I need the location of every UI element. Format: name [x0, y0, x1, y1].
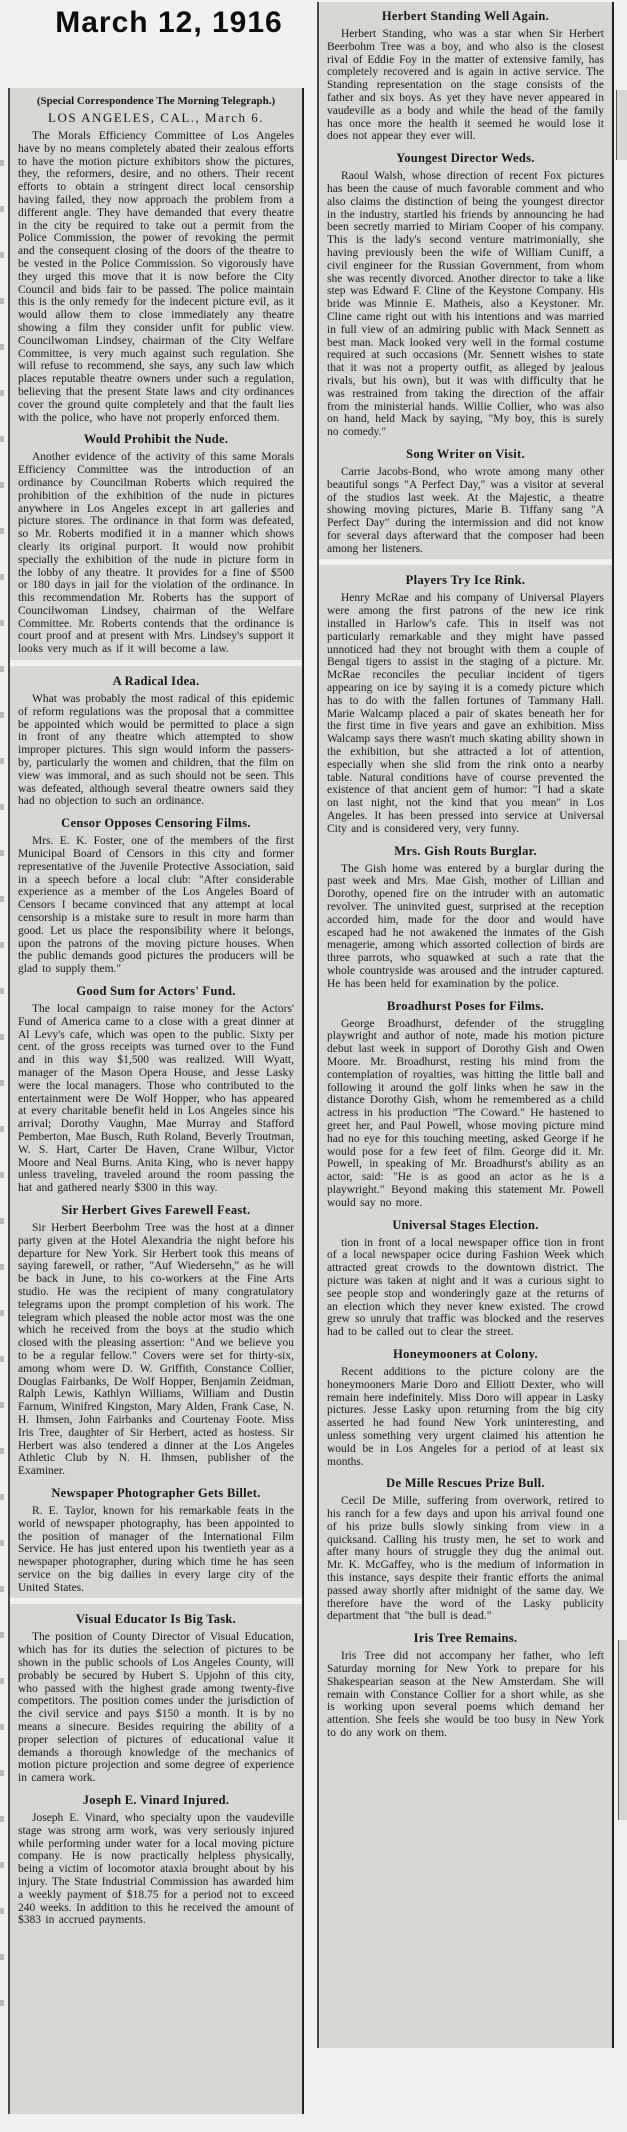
section-heading: De Mille Rescues Prize Bull. [386, 1476, 545, 1491]
article-paragraph: The local campaign to raise money for the Actors' Fund of America came to a close with a great dinner at Al Levy's cafe, which was open to the public. Sixty per cent. of the gross receipts was turned over to the Fund and in this way $1,500 was realized. Will Wyatt, manager of the Mason Opera House, and Jesse Lasky were the local managers. Those who contributed to the entertainment were De Wolf Hopper, who has appeared at every charitable benefit held in Los Angeles since his arrival; Dorothy Vaughn, Mae Murray and Stafford Pemberton, Mae Busch, Ruth Roland, Beverly Troutman, W. S. Hart, Carter De Haven, Crane Wilbur, Victor Moore and Neal Burns. Anita King, who is never happy unless traveling, traveled around the room passing the hat and gathered nearly $300 in this way. [18, 1003, 294, 1195]
clipping-seam [319, 559, 612, 565]
clipping-seam [10, 660, 302, 666]
article-paragraph: Carrie Jacobs-Bond, who wrote among many other beautiful songs "A Perfect Day," was a visitor at several of the studios last week. At the Majestic, a theatre showing moving pictures, Marie B. Tiffany sang "A Perfect Day" during the intermission and did not know for several days afterward that the composer had been among her listeners. [327, 465, 604, 555]
article-paragraph: What was probably the most radical of this epidemic of reform regulations was the proposal that a committee be appointed which would be permitted to place a sign in front of any theatre which attempted to show improper pictures. This sign would inform the passers-by, particularly the women and children, that the film on view was immoral, and as such should not be seen. This was defeated, although several theatre owners said they had no objection to such an ordinance. [18, 693, 294, 808]
article-paragraph: Another evidence of the activity of this same Morals Efficiency Committee was the introduction of an ordinance by Councilman Roberts which required the prohibition of the exhibition of the nude in pictures anywhere in Los Angeles except in art galleries and picture stores. The ordinance in that form was defeated, so Mr. Roberts modified it in a manner which shows clearly its original purport. It would now prohibit specially the exhibition of the nude in picture form in the lobby of any theatre. It provides for a fine of $500 or 180 days in jail for the violation of the ordinance. In this recommendation Mr. Roberts has the support of Councilwoman Lindsey, chairman of the Welfare Committee. Mr. Roberts contends that the ordinance is court proof and at present with Mrs. Lindsey's support it looks very much as if it will become a law. [18, 451, 294, 656]
article-paragraph: The Morals Efficiency Committee of Los Angeles have by no means completely abated their zealous efforts to have the motion picture exhibitors show the pictures, they, the reformers, desire, and no others. Their recent efforts to obtain a stringent direct local censorship having failed, they now approach the problem from a different angle. They have demanded that every theatre in the city be required to take out a permit from the Police Commission, the power of revoking the permit and the consequent closing of the doors of the theatre to be vested in the Police Commission. So vigorously have they urged this move that it is now before the City Council and bids fair to be passed. The police maintain this is the only remedy for the indecent picture evil, as it would allow them to close immediately any theatre showing a film they consider unfit for public view. Councilwoman Lindsey, chairman of the City Welfare Committee, is very much against such regulation. She will refuse to recommend, she says, any such law which places reputable theatre owners under such a regulation, believing that the present State laws and city ordinances cover the ground quite completely and that the fault lies with the police, who have not properly enforced them. [18, 130, 294, 424]
dateline: LOS ANGELES, CAL., March 6. [48, 110, 264, 125]
section-heading: Youngest Director Weds. [396, 151, 535, 166]
section-heading: Broadhurst Poses for Films. [387, 998, 544, 1013]
section-heading: Censor Opposes Censoring Films. [61, 816, 251, 831]
article-paragraph: Cecil De Mille, suffering from overwork, retired to his ranch for a few days and upon his arrival found one of his prize bulls slowly sinking from view in a quicksand. Calling his trusty men, he set to work and after many hours of struggle they dug the animal out. Mr. K. McGaffey, who is the medium of information in this instance, says despite their frantic efforts the animal passed away shortly after midnight of the same day. We therefore have the word of the Lasky publicity department that "the bull is dead." [327, 1495, 604, 1623]
article-paragraph: Mrs. E. K. Foster, one of the members of the first Municipal Board of Censors in this city and former representative of the Juvenile Protective Association, said in a speech before a local club: "After considerable experience as a member of the Los Angeles Board of Censors I became convinced that any attempt at local censorship is a mistake sure to result in more harm than good. Let us place the responsibility where it belongs, upon the patrons of the moving picture houses. When the public demands good pictures the producers will be glad to supply them." [18, 835, 294, 976]
section-heading: Sir Herbert Gives Farewell Feast. [61, 1202, 251, 1217]
article-paragraph: R. E. Taylor, known for his remarkable feats in the world of newspaper photography, has been appointed to the position of manager of the International Film Service. He has just entered upon his twentieth year as a newspaper photographer, during which time he has seen service on the big dailies in every large city of the United States. [18, 1504, 294, 1594]
article-paragraph: The Gish home was entered by a burglar during the past week and Mrs. Mae Gish, mother of Lillian and Dorothy, opened fire on the intruder with an automatic revolver. The uninvited guest, surprised at the reception accorded him, made for the door and would have escaped had he not awakened the inmates of the Gish menagerie, among which assorted collection of birds are three parrots, who squawked at such a rate that the whole countryside was aroused and the intruder captured. He has been held for examination by the police. [327, 862, 604, 990]
page-date-title: March 12, 1916 [55, 6, 283, 39]
section-heading: Visual Educator Is Big Task. [75, 1612, 237, 1627]
right-newspaper-column [317, 2, 614, 2048]
article-paragraph: Herbert Standing, who was a star when Sir Herbert Beerbohm Tree was a boy, and who also is the closest rival of Eddie Foy in the matter of extensive family, has completely recovered and is again in active service. The Standing representation on the stage consists of the father and six boys. As yet they have never appeared in vaudeville as a body and while the head of the family has once more the health it seemed he would lose it does not appear they ever will. [327, 28, 604, 143]
article-paragraph: Sir Herbert Beerbohm Tree was the host at a dinner party given at the Hotel Alexandria the night before his departure for New York. Sir Herbert took this means of saying farewell, or rather, "Auf Wiedersehn," as he will be back in June, to his co-workers at the Fine Arts studio. He was the recipient of many congratulatory telegrams upon the prompt completion of his work. The telegram which pleased the noble actor most was the one which he received from the boys at the studio which closed with the pleasing assertion: "And we believe you to be a regular fellow." Covers were set for thirty-six, among whom were D. W. Griffith, Constance Collier, Douglas Fairbanks, De Wolf Hopper, Benjamin Zeidman, Ralph Lewis, Kathlyn Williams, William and Dustin Farnum, Winifred Kingston, Mary Alden, Frank Case, N. H. Ihmsen, John Fairbanks and Courtenay Foote. Miss Iris Tree, daughter of Sir Herbert, acted as hostess. Sir Herbert was also tendered a dinner at the Los Angeles Athletic Club by N. H. Ihmsen, publisher of the Examiner. [18, 1221, 294, 1478]
section-heading: A Radical Idea. [112, 674, 200, 689]
section-heading: Honeymooners at Colony. [393, 1346, 538, 1361]
section-heading: Newspaper Photographer Gets Billet. [51, 1485, 261, 1500]
article-paragraph: tion in front of a local newspaper office tion in front of a local newspaper ocice during Fashion Week which attracted great crowds to the downtown district. The picture was taken at night and it was a curious sight to see people stop and wonderingly gaze at the returns of an election which they never knew existed. The crowd grew so unruly that traffic was blocked and the reserves had to be called out to clear the street. [327, 1236, 604, 1339]
right-column-sections [327, 9, 604, 1740]
scan-edge-artifact [0, 120, 4, 2020]
scan-artifact-strip [616, 90, 627, 160]
section-heading: Good Sum for Actors' Fund. [76, 984, 236, 999]
section-heading: Herbert Standing Well Again. [381, 9, 550, 23]
article-paragraph: Iris Tree did not accompany her father, who left Saturday morning for New York to prepare for his Shakespearian season at the New Amsterdam. She will remain with Constance Collier for a short while, as she is working upon several poems which demand her attention. She feels she would be too busy in New York to do any work on them. [327, 1650, 604, 1740]
section-heading: Iris Tree Remains. [413, 1631, 518, 1646]
article-paragraph: The position of County Director of Visual Education, which has for its duties the selection of pictures to be shown in the public schools of Los Angeles County, will probably be secured by Hubert S. Upjohn of this city, who passed with the highest grade among twenty-five competitors. The position comes under the jurisdiction of the civil service and pays $150 a month. It is by no means a sinecure. Besides requiring the ability of a proper selection of pictures of educational value it demands a thorough knowledge of the mechanics of motion picture projection and some degree of experience in camera work. [18, 1631, 294, 1785]
article-paragraph: Henry McRae and his company of Universal Players were among the first patrons of the new ice rink installed in Harlow's cafe. This in itself was not particularly remarkable and they might have passed unnoticed had they not brought with them a couple of Bengal tigers to assist in the staging of a picture. Mr. McRae reconciles the peculiar incident of tigers appearing on ice by saying it is a comedy picture which has to do with the fallen fortunes of Tammany Hall. Marie Walcamp placed a pair of skates beneath her for the first time in five years and gave an exhibition. Miss Walcamp says there wasn't much skating ability shown in the exhibition, but she attracted a lot of attention, especially when she slid from the rink onto a nearby table. Natural conditions have of course prevented the existence of that ancient gem of humor: "I had a skate on last night, not the kind that you mean" in Los Angeles. It has been pressed into service at Universal City and is considered very, very funny. [327, 592, 604, 835]
section-heading: Universal Stages Election. [392, 1217, 539, 1232]
article-paragraph: George Broadhurst, defender of the struggling playwright and author of note, made his motion picture debut last week in support of Dorothy Gish and Owen Moore. Mr. Broadhurst, resting his mind from the contemplation of royalties, was hitting the little ball and following it around the golf links when he saw in the distance Dorothy Gish, whom he remembered as a child actress in his production "The Coward." He hastened to greet her, and Paul Powell, whose moving picture mind had no eye for this touching meeting, asked George if he would pose for a few feet of film. George did it. Mr. Powell, in speaking of Mr. Broadhurst's ability as an actor, said: "He is as good an actor as he is a playwright." Beyond making this statement Mr. Powell would say no more. [327, 1017, 604, 1209]
section-heading: Players Try Ice Rink. [405, 573, 526, 588]
section-heading: Joseph E. Vinard Injured. [82, 1793, 230, 1808]
scan-artifact-strip [618, 1640, 627, 1820]
section-heading: Mrs. Gish Routs Burglar. [394, 843, 537, 858]
section-heading: Song Writer on Visit. [406, 446, 525, 461]
article-paragraph: Recent additions to the picture colony are the honeymooners Marie Doro and Elliott Dexter, who will remain here indefinitely. Miss Doro will appear in Lasky pictures. Jesse Lasky upon returning from the big city asserted he had found New York uninteresting, and unless something very urgent claimed his attention he would be in Los Angeles for a period of at least six months. [327, 1365, 604, 1468]
clipping-seam [10, 1598, 302, 1604]
credit-line: (Special Correspondence The Morning Telegraph.) [36, 95, 276, 107]
section-heading: Would Prohibit the Nude. [83, 432, 229, 447]
article-paragraph: Joseph E. Vinard, who specialty upon the vaudeville stage was strong arm work, was very seriously injured while performing under water for a local moving picture company. He is now practically helpless physically, being a victim of locomotor ataxia brought about by his injury. The State Industrial Commission has awarded him a weekly payment of $18.75 for a period not to exceed 240 weeks. In addition to this he received the amount of $383 in accrued payments. [18, 1812, 294, 1927]
left-column-sections [18, 130, 294, 1927]
left-newspaper-column [8, 88, 304, 2114]
article-paragraph: Raoul Walsh, whose direction of recent Fox pictures has been the cause of much favorable comment and who also claims the distinction of being the youngest director in the industry, startled his friends by announcing he had been secretly married to Miriam Cooper of his company. This is the lady's second venture matrimonially, she having previously been the wife of William Cuniff, a civil engineer for the Russian Government, from whom she was recently divorced. Another director to take a like step was Edward F. Cline of the Keystone Company. His bride was Minnie E. Matheis, also a Keystoner. Mr. Cline came right out with his intentions and was married in full view of an admiring public with Mack Sennett as best man. Mack looked very well in the formal costume required at such occasions (Mr. Sennett wishes to state that it was not a property outfit, as alleged by jealous rivals, but his own), but it was with difficulty that he was restrained from taking the direction of the affair from the ministerial hands. Willie Collier, who was also on hand, held Mack by saying, "My boy, this is surely no comedy." [327, 170, 604, 439]
